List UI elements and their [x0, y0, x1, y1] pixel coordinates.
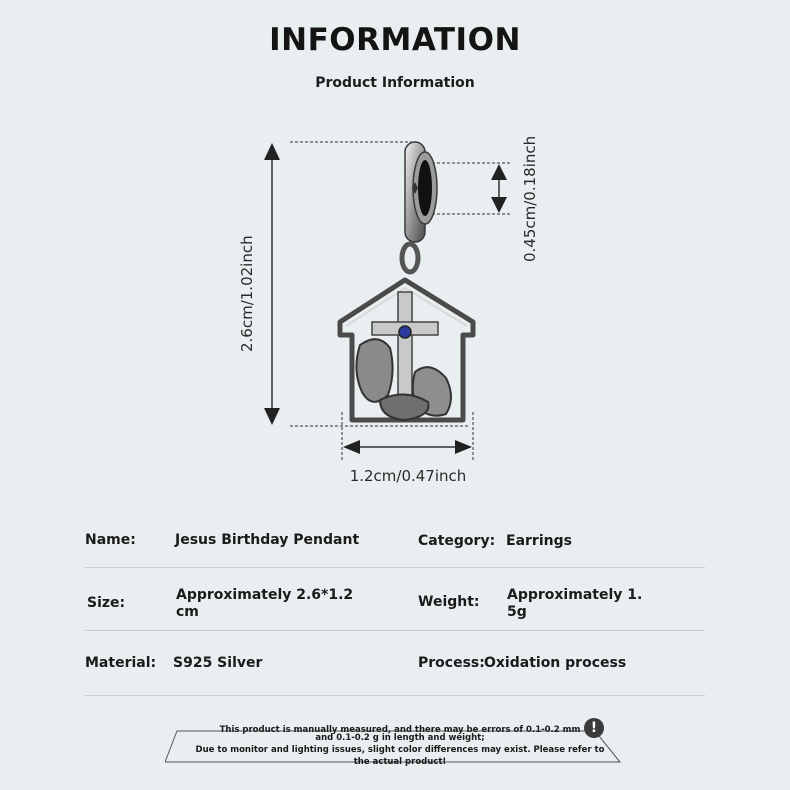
disclaimer-line-2: and 0.1-0.2 g in length and weight;	[315, 733, 485, 743]
height-label: 2.6cm/1.02inch	[238, 235, 256, 352]
material-label: Material:	[85, 655, 157, 671]
weight-value-line1: Approximately 1.	[507, 587, 643, 603]
name-value: Jesus Birthday Pendant	[175, 532, 360, 548]
weight-label: Weight:	[418, 594, 480, 610]
weight-value-line2: 5g	[507, 604, 527, 620]
size-value-line1: Approximately 2.6*1.2	[176, 587, 354, 603]
disclaimer-box	[165, 720, 625, 767]
spec-row-size	[85, 568, 705, 631]
spec-table	[85, 515, 705, 696]
spec-row-name	[85, 515, 705, 568]
width-label: 1.2cm/0.47inch	[349, 467, 467, 485]
disclaimer-line-4: the actual product!	[353, 757, 447, 767]
disclaimer-text	[185, 724, 615, 768]
page-title: INFORMATION	[269, 22, 521, 58]
name-label: Name:	[85, 532, 136, 548]
size-label: Size:	[87, 595, 126, 611]
process-label: Process:	[418, 655, 485, 671]
pendant-image	[340, 142, 473, 420]
material-value: S925 Silver	[173, 655, 263, 671]
category-label: Category:	[418, 533, 496, 549]
category-value: Earrings	[506, 533, 572, 549]
spec-row-material	[85, 631, 705, 696]
page-subtitle: Product Information	[315, 75, 475, 91]
process-value: Oxidation process	[484, 655, 627, 671]
exclamation-icon: !	[584, 718, 604, 738]
disclaimer-line-1: This product is manually measured, and there may be errors of 0.1-0.2 mm	[219, 725, 581, 735]
disclaimer-line-3: Due to monitor and lighting issues, slight color differences may exist. Please refer to	[195, 745, 605, 755]
size-value-line2: cm	[176, 604, 199, 620]
hole-label: 0.45cm/0.18inch	[521, 135, 539, 262]
